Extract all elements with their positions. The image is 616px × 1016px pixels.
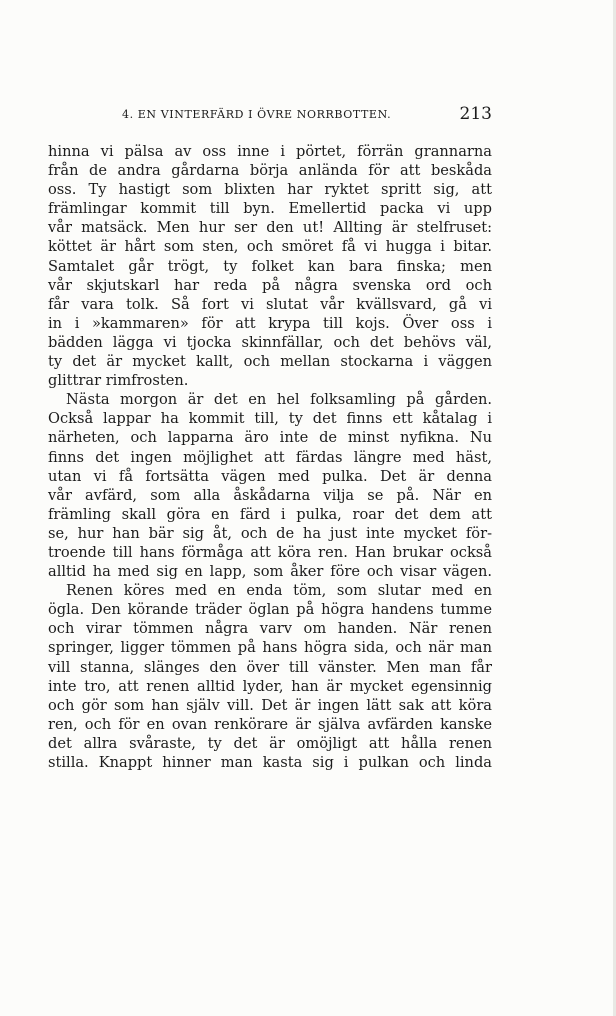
text-line: främlingar kommit till byn. Emellertid packa vi upp [48, 200, 492, 218]
text-line: ty det är mycket kallt, och mellan stockarna i väggen [48, 353, 492, 371]
text-line: vill stanna, slänges den över till vänster. Men man får [48, 658, 492, 676]
text-line: från de andra gårdarna börja anlända för att beskåda [48, 162, 492, 180]
text-line: hinna vi pälsa av oss inne i pörtet, förrän grannarna [48, 143, 492, 160]
page-number: 213 [459, 104, 492, 124]
text-line: vår skjutskarl har reda på några svenska ord och [48, 276, 492, 294]
text-line: bädden lägga vi tjocka skinnfällar, och det behövs väl, [48, 333, 492, 351]
text-line: köttet är hårt som sten, och smöret få vi hugga i bitar. [48, 238, 492, 256]
text-line: ren, och för en ovan renkörare är själva avfärden kanske [48, 715, 492, 733]
text-line: inte tro, att renen alltid lyder, han är mycket egensinnig [48, 677, 492, 695]
text-line: främling skall göra en färd i pulka, roar det dem att [48, 505, 492, 523]
text-line: finns det ingen möjlighet att färdas längre med häst, [48, 448, 492, 466]
text-line: ögla. Den körande träder öglan på högra handens tumme [48, 601, 492, 619]
text-line: vår matsäck. Men hur ser den ut! Allting är stelfruset: [48, 219, 492, 237]
text-line: troende till hans förmåga att köra ren. Han brukar också [48, 543, 492, 561]
text-line: Också lappar ha kommit till, ty det finns ett kåtalag i [48, 410, 492, 428]
text-line: se, hur han bär sig åt, och de ha just inte mycket för- [48, 524, 492, 542]
text-line: utan vi få fortsätta vägen med pulka. Det är denna [48, 467, 492, 485]
text-line: och gör som han själv vill. Det är ingen lätt sak att köra [48, 696, 492, 714]
text-line: stilla. Knappt hinner man kasta sig i pulkan och linda [48, 754, 492, 771]
text-line: får vara tolk. Så fort vi slutat vår kvällsvard, gå vi [48, 295, 492, 313]
paragraph-start-line: Nästa morgon är det en hel folksamling på gården. [66, 391, 492, 409]
text-line: springer, ligger tömmen på hans högra sida, och när man [48, 639, 492, 657]
text-line: Samtalet går trögt, ty folket kan bara finska; men [48, 257, 492, 275]
body-text [48, 142, 492, 772]
running-head: 4. EN VINTERFÄRD I ÖVRE NORRBOTTEN. [122, 108, 392, 121]
paragraph-end-line: glittrar rimfrosten. [48, 372, 189, 390]
text-line: närheten, och lapparna äro inte de minst nyfikna. Nu [48, 429, 492, 447]
text-line: och virar tömmen några varv om handen. När renen [48, 620, 492, 638]
text-line: vår avfärd, som alla åskådarna vilja se på. När en [48, 486, 492, 504]
paragraph-end-line: alltid ha med sig en lapp, som åker före och visar vägen. [48, 563, 492, 581]
text-line: in i »kammaren» för att krypa till kojs. Över oss i [48, 314, 492, 332]
text-line: det allra svåraste, ty det är omöjligt att hålla renen [48, 734, 492, 752]
page-header [48, 104, 492, 126]
paragraph-start-line: Renen köres med en enda töm, som slutar med en [66, 582, 492, 600]
text-line: oss. Ty hastigt som blixten har ryktet spritt sig, att [48, 181, 492, 199]
